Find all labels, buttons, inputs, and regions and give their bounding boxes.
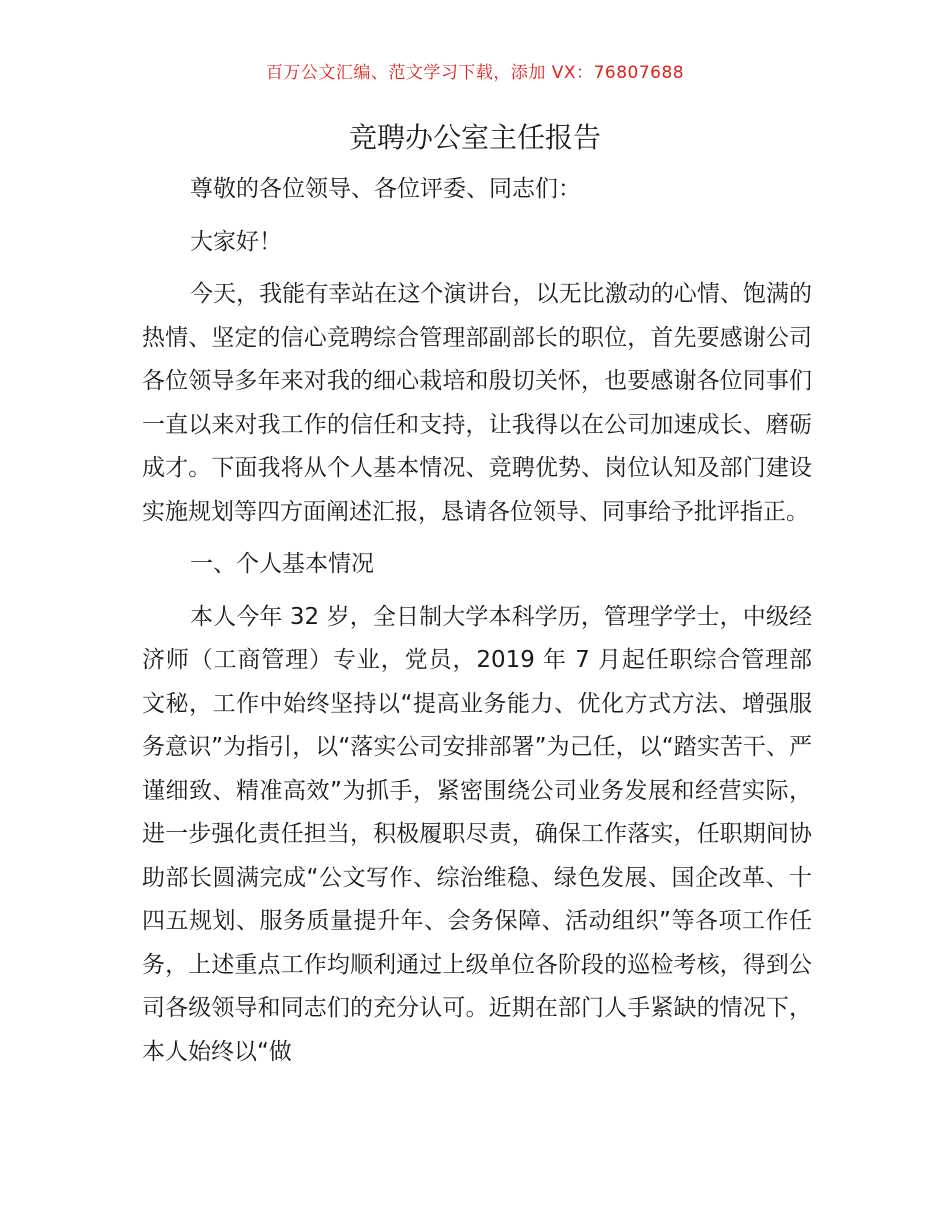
- greeting: 大家好！: [190, 228, 282, 255]
- salutation: 尊敬的各位领导、各位评委、同志们：: [190, 176, 581, 202]
- document-title: 竞聘办公室主任报告: [348, 121, 601, 154]
- watermark-header: 百万公文汇编、范文学习下载，添加 VX：76807688: [265, 63, 685, 83]
- document-body: [142, 168, 812, 1074]
- section-heading-1: 一、个人基本情况: [190, 551, 374, 577]
- paragraph-personal-info: 本人今年 32 岁，全日制大学本科学历，管理学学士，中级经济师（工商管理）专业，党员，2019 年 7 月起任职综合管理部文秘，工作中始终坚持以“提高业务能力、优化方式方法、增强服务意识”为指引，以“落实公司安排部署”为己任，以“踏实苦干、严谨细致、精准高效”为抓手，紧密围绕公司业务发展和经营实际，进一步强化责任担当，积极履职尽责，确保工作落实，任职期间协助部长圆满完成“公文写作、综治维稳、绿色发展、国企改革、十四五规划、服务质量提升年、会务保障、活动组织”等各项工作任务，上述重点工作均顺利通过上级单位各阶段的巡检考核，得到公司各级领导和同志们的充分认可。近期在部门人手紧缺的情况下，本人始终以“做: [142, 603, 812, 1065]
- paragraph-intro: 今天，我能有幸站在这个演讲台，以无比激动的心情、饱满的热情、坚定的信心竞聘综合管理部副部长的职位，首先要感谢公司各位领导多年来对我的细心栽培和殷切关怀，也要感谢各位同事们一直以来对我工作的信任和支持，让我得以在公司加速成长、磨砺成才。下面我将从个人基本情况、竞聘优势、岗位认知及部门建设实施规划等四方面阐述汇报，恳请各位领导、同事给予批评指正。: [142, 281, 812, 525]
